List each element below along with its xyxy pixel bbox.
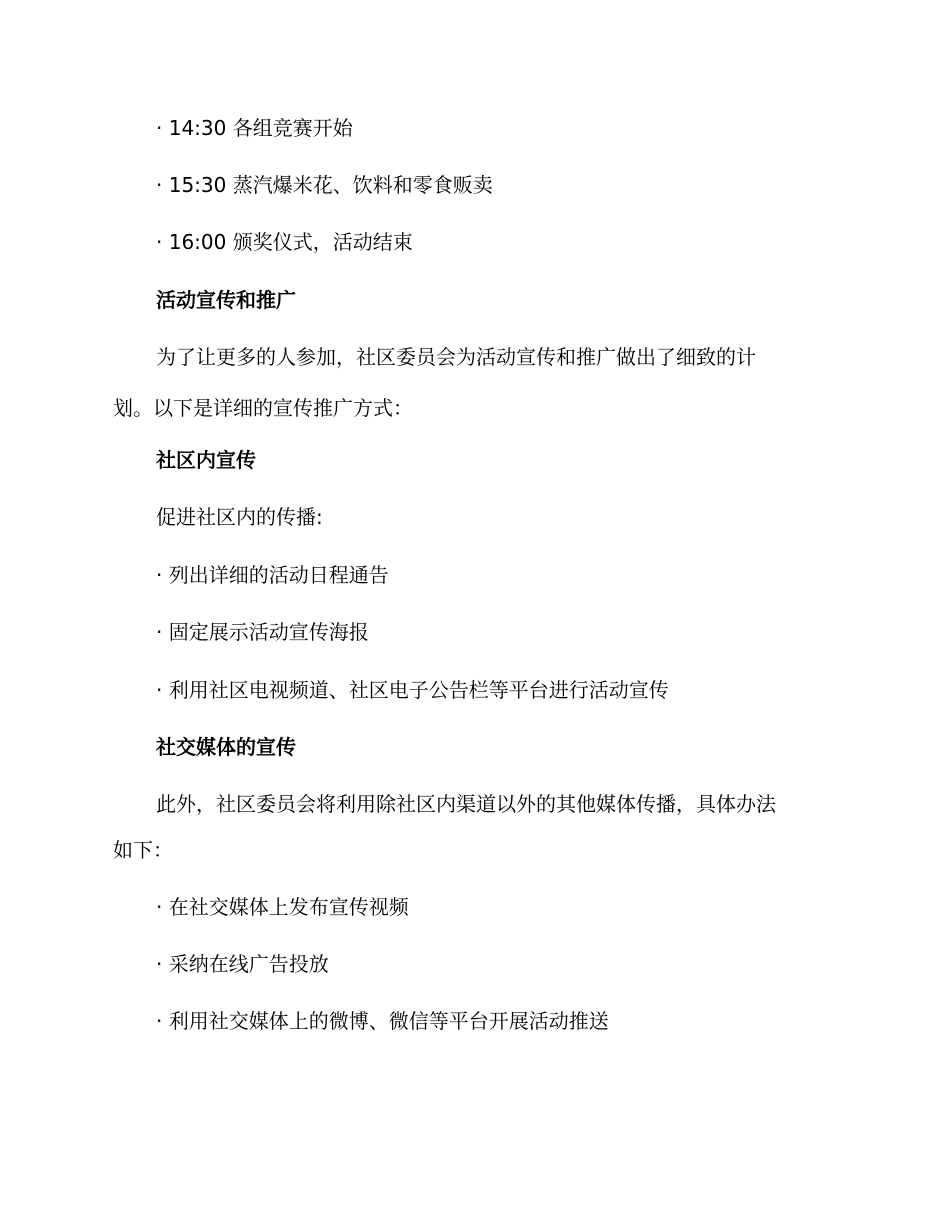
promo-intro-line: 为了让更多的人参加，社区委员会为活动宣传和推广做出了细致的计: [156, 345, 756, 369]
social-item: · 采纳在线广告投放: [156, 952, 329, 976]
community-lead: 促进社区内的传播:: [156, 505, 323, 529]
section-heading-social: 社交媒体的宣传: [156, 735, 296, 759]
social-item: · 利用社交媒体上的微博、微信等平台开展活动推送: [156, 1009, 609, 1033]
section-heading-community: 社区内宣传: [156, 448, 256, 472]
social-intro-line: 此外，社区委员会将利用除社区内渠道以外的其他媒体传播，具体办法: [156, 792, 776, 816]
social-intro-line: 如下：: [113, 838, 173, 862]
community-item: · 固定展示活动宣传海报: [156, 620, 369, 644]
schedule-item: · 14:30 各组竞赛开始: [156, 116, 353, 140]
community-item: · 列出详细的活动日程通告: [156, 563, 389, 587]
social-item: · 在社交媒体上发布宣传视频: [156, 895, 409, 919]
promo-intro-line: 划。以下是详细的宣传推广方式：: [113, 396, 413, 420]
schedule-item: · 15:30 蒸汽爆米花、饮料和零食贩卖: [156, 173, 493, 197]
section-heading-promo: 活动宣传和推广: [156, 288, 296, 312]
community-item: · 利用社区电视频道、社区电子公告栏等平台进行活动宣传: [156, 678, 669, 702]
schedule-item: · 16:00 颁奖仪式，活动结束: [156, 230, 413, 254]
